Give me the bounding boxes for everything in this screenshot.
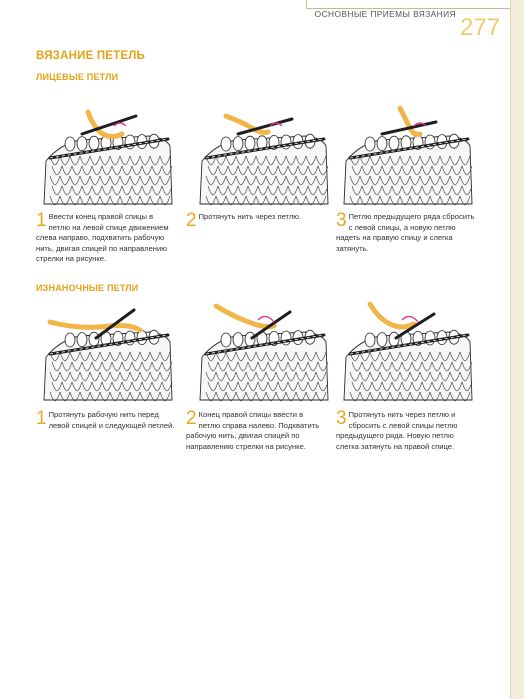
- step-text: Ввести конец правой спицы в петлю на левой спице движением слева направо, подхватить рабочую нить, двигая спицей по направлению стрелки на рисунке.: [36, 212, 169, 264]
- section-title-knit: ЛИЦЕВЫЕ ПЕТЛИ: [36, 72, 119, 82]
- knit-step-2-illustration: [196, 106, 331, 206]
- knit-step-1: [36, 212, 176, 265]
- step-text: Протянуть нить через петлю.: [198, 212, 302, 221]
- purl-step-3-illustration: [340, 302, 475, 402]
- step-text: Конец правой спицы ввести в петлю справа налево. Подхватить рабочую нить, двигая спицей по направлению стрелки на рисунке.: [186, 410, 320, 451]
- loop: [389, 332, 399, 346]
- loop: [245, 136, 255, 150]
- running-header: ОСНОВНЫЕ ПРИЕМЫ ВЯЗАНИЯ: [314, 9, 456, 19]
- page-number: 277: [460, 14, 501, 41]
- direction-arrow: [258, 316, 274, 322]
- loop: [377, 137, 387, 151]
- purl-step-2: [186, 410, 326, 452]
- section-title-purl: ИЗНАНОЧНЫЕ ПЕТЛИ: [36, 283, 139, 293]
- yarn: [50, 322, 140, 330]
- step-number: 1: [36, 210, 47, 231]
- knit-step-3-illustration: [340, 106, 475, 206]
- loop: [65, 137, 75, 151]
- knit-step-1-illustration: [40, 106, 175, 206]
- purl-step-1-illustration: [40, 302, 175, 402]
- page-title: ВЯЗАНИЕ ПЕТЕЛЬ: [36, 50, 145, 62]
- step-number: 2: [186, 210, 197, 231]
- yarn: [370, 304, 414, 327]
- loop: [221, 137, 231, 151]
- knit-step-2: [186, 212, 326, 229]
- loop: [389, 136, 399, 150]
- loop: [89, 136, 99, 150]
- loop: [77, 333, 87, 347]
- loop: [77, 137, 87, 151]
- step-number: 3: [336, 408, 347, 429]
- purl-step-1: [36, 410, 176, 431]
- step-text: Протянуть рабочую нить перед левой спицей и следующей петлей.: [48, 410, 175, 430]
- step-number: 3: [336, 210, 347, 231]
- loop: [221, 333, 231, 347]
- step-number: 1: [36, 408, 47, 429]
- loop: [233, 333, 243, 347]
- loop: [65, 333, 75, 347]
- direction-arrow: [402, 316, 418, 322]
- purl-step-2-illustration: [196, 302, 331, 402]
- knit-step-3: [336, 212, 476, 254]
- loop: [89, 332, 99, 346]
- purl-step-3: [336, 410, 476, 452]
- step-number: 2: [186, 408, 197, 429]
- loop: [365, 137, 375, 151]
- loop: [365, 333, 375, 347]
- step-text: Протянуть нить через петлю и сбросить с левой спицы петлю предыдущего ряда. Новую петлю слегка затянуть на правой спице.: [336, 410, 458, 451]
- loop: [245, 332, 255, 346]
- loop: [233, 137, 243, 151]
- step-text: Петлю предыдущего ряда сбросить с левой спицы, а новую петлю надеть на правую спицу и слегка затянуть.: [336, 212, 475, 253]
- loop: [377, 333, 387, 347]
